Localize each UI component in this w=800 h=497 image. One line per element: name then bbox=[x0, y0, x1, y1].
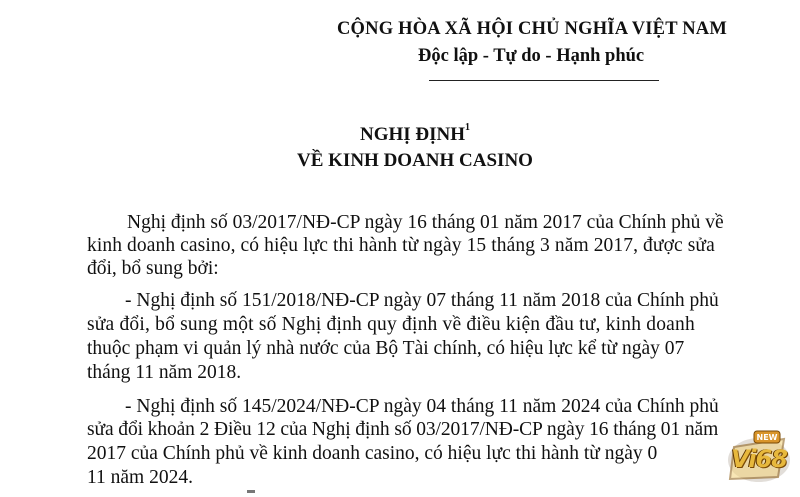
decree-title bbox=[360, 124, 470, 146]
footnote-marker: 1 bbox=[465, 122, 471, 133]
item2-line-1: - Nghị định số 145/2024/NĐ-CP ngày 04 tháng 11 năm 2024 của Chính phủ bbox=[125, 396, 719, 417]
decree-title-text: NGHỊ ĐỊNH bbox=[360, 124, 466, 145]
intro-line-1: Nghị định số 03/2017/NĐ-CP ngày 16 tháng 01 năm 2017 của Chính phủ về bbox=[127, 212, 724, 233]
logo-text: Vi68 bbox=[731, 445, 787, 473]
header-rule bbox=[429, 80, 659, 81]
national-title: CỘNG HÒA XÃ HỘI CHỦ NGHĨA VIỆT NAM bbox=[337, 19, 728, 39]
item1-line-3: thuộc phạm vi quản lý nhà nước của Bộ Tài chính, có hiệu lực kể từ ngày 07 bbox=[87, 338, 685, 359]
item1-line-4: tháng 11 năm 2018. bbox=[87, 362, 242, 383]
item1-line-2: sửa đổi, bổ sung một số Nghị định quy định về điều kiện đầu tư, kinh doanh bbox=[87, 314, 695, 335]
decree-subtitle: VỀ KINH DOANH CASINO bbox=[297, 150, 533, 171]
scan-artifact bbox=[247, 490, 255, 493]
item2-line-4: 11 năm 2024. bbox=[87, 467, 193, 488]
motto: Độc lập - Tự do - Hạnh phúc bbox=[418, 46, 645, 66]
intro-line-3: đổi, bổ sung bởi: bbox=[87, 258, 219, 279]
item2-line-2: sửa đổi khoản 2 Điều 12 của Nghị định số 03/2017/NĐ-CP ngày 16 tháng 01 năm bbox=[87, 419, 719, 440]
item2-line-3: 2017 của Chính phủ về kinh doanh casino, có hiệu lực thi hành từ ngày 0 bbox=[87, 443, 658, 464]
item1-line-1: - Nghị định số 151/2018/NĐ-CP ngày 07 tháng 11 năm 2018 của Chính phủ bbox=[125, 290, 719, 311]
intro-line-2: kinh doanh casino, có hiệu lực thi hành từ ngày 15 tháng 3 năm 2017, được sửa bbox=[87, 235, 715, 256]
logo-badge: NEW bbox=[756, 433, 778, 442]
